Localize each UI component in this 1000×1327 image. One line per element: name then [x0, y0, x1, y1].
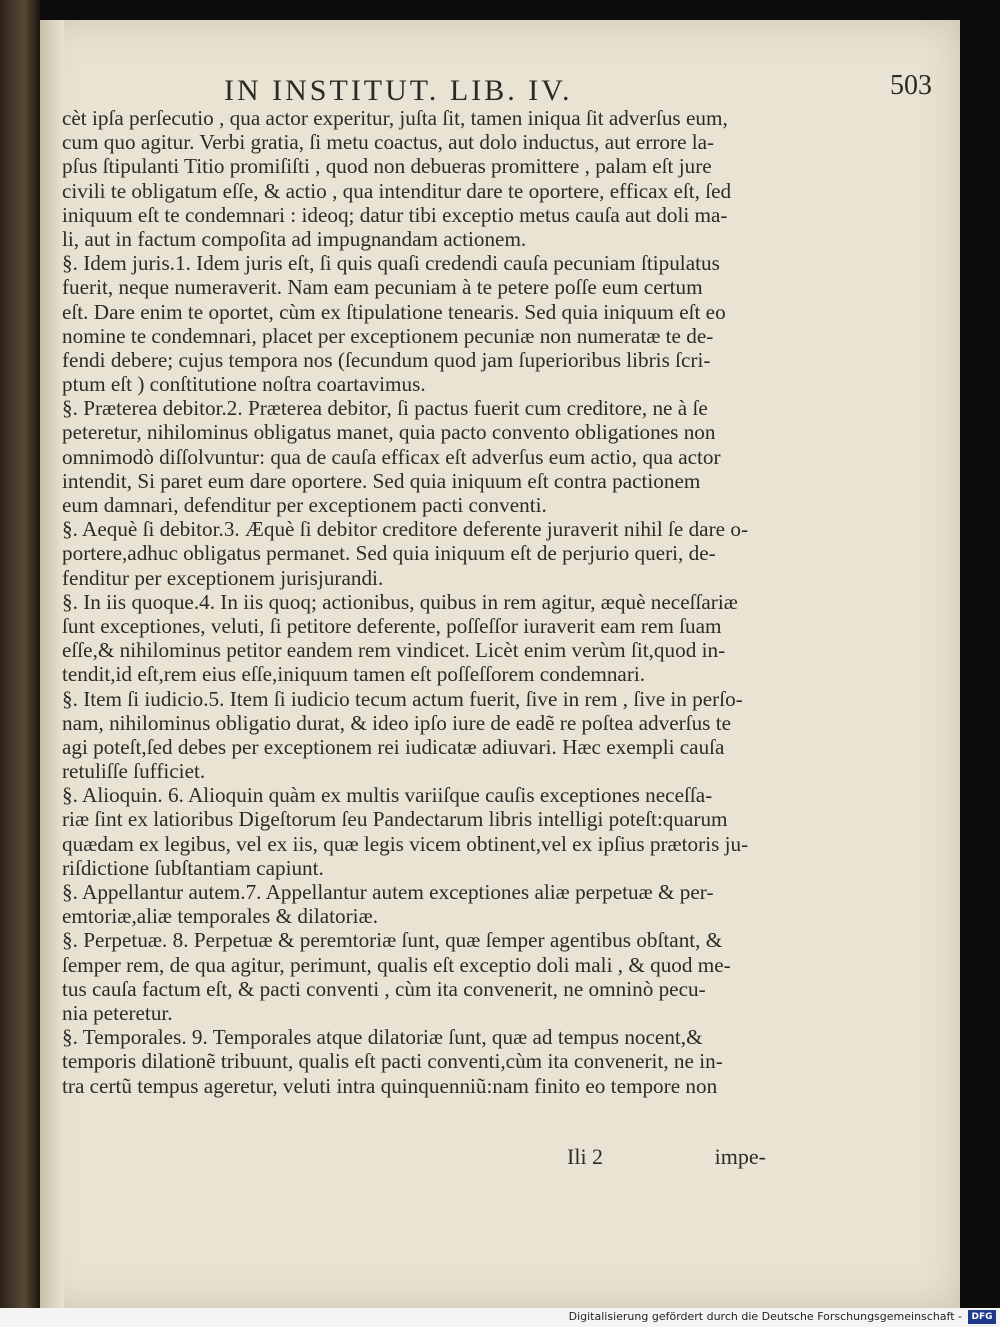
text-line: §. Alioquin. 6. Alioquin quàm ex multis variiſque cauſis exceptiones neceſſa-	[62, 783, 713, 808]
page-gutter-shadow	[40, 20, 64, 1308]
text-line: §. Perpetuæ. 8. Perpetuæ & peremtoriæ ſunt, quæ ſemper agentibus obſtant, &	[62, 928, 723, 953]
text-line: riæ ſint ex latioribus Digeſtorum ſeu Pandectarum libris intelligi poteſt:quarum	[62, 807, 728, 832]
catchword: impe-	[714, 1144, 766, 1169]
text-line: quædam ex legibus, vel ex iis, quæ legis vicem obtinent,vel ex ipſius prætoris ju-	[62, 831, 749, 856]
text-line: §. Item ſi iudicio.5. Item ſi iudicio tecum actum fuerit, ſive in rem , ſive in perſo-	[62, 686, 743, 711]
text-line: §. Aequè ſi debitor.3. Æquè ſi debitor creditore deferente juraverit nihil ſe dare o-	[62, 517, 748, 542]
text-line: nia peteretur.	[62, 1000, 173, 1025]
running-title: IN INSTITUT. LIB. IV.	[224, 74, 573, 107]
text-line: omnimodò diſſolvuntur: qua de cauſa efficax eſt adverſus eum actio, qua actor	[62, 444, 721, 469]
text-line: tus cauſa factum eſt, & pacti conventi , cùm ita convenerit, ne omninò pecu-	[62, 976, 706, 1001]
text-line: cèt ipſa perſecutio , qua actor experitur, juſta ſit, tamen iniqua ſit adverſus eum,	[62, 106, 728, 130]
text-line: iniquum eſt te condemnari : ideoq; datur tibi exceptio metus cauſa aut doli ma-	[62, 202, 728, 227]
text-line: tendit,id eſt,rem eius eſſe,iniquum tamen eſt poſſeſſorem condemnari.	[62, 662, 646, 687]
text-line: emtoriæ,aliæ temporales & dilatoriæ.	[62, 904, 378, 929]
text-line: eum damnari, defenditur per exceptionem pacti conventi.	[62, 493, 547, 517]
text-line: riſdictione ſubſtantiam capiunt.	[62, 855, 324, 880]
text-line: §. Appellantur autem.7. Appellantur autem exceptiones aliæ perpetuæ & per-	[62, 880, 714, 904]
dfg-logo: DFG	[968, 1310, 996, 1324]
banner-text: Digitalisierung gefördert durch die Deutsche Forschungsgemeinschaft -	[568, 1310, 962, 1323]
text-line: ſunt exceptiones, veluti, ſi petitore deferente, poſſeſſor iuraverit eam rem ſuam	[62, 613, 722, 638]
page-footer	[62, 1140, 766, 1170]
text-line: nomine te condemnari, placet per exceptionem pecuniæ non numeratæ te de-	[62, 323, 714, 348]
text-line: peteretur, nihilominus obligatus manet, quia pacto convento obligationes non	[62, 420, 716, 445]
text-line: intendit, Si paret eum dare oportere. Sed quia iniquum eſt contra pactionem	[62, 468, 701, 493]
text-line: civili te obligatum eſſe, & actio , qua intenditur dare te oportere, efficax eſt, ſed	[62, 178, 732, 203]
text-line: §. In iis quoque.4. In iis quoq; actionibus, quibus in rem agitur, æquè neceſſariæ	[62, 589, 738, 614]
text-line: li, aut in factum compoſita ad impugnandam actionem.	[62, 226, 527, 251]
text-line: §. Præterea debitor.2. Præterea debitor, ſi pactus fuerit cum creditore, ne à ſe	[62, 396, 708, 421]
text-line: temporis dilationẽ tribuunt, qualis eſt pacti conventi,cùm ita convenerit, ne in-	[62, 1049, 723, 1074]
text-line: §. Temporales. 9. Temporales atque dilatoriæ ſunt, quæ ad tempus nocent,&	[62, 1025, 703, 1050]
text-line: ptum eſt ) conſtitutione noſtra coartavimus.	[62, 372, 426, 397]
text-line: pſus ſtipulanti Titio promiſiſti , quod non debueras promittere , palam eſt jure	[62, 154, 712, 179]
text-line: agi poteſt,ſed debes per exceptionem rei iudicatæ adiuvari. Hæc exempli cauſa	[62, 734, 725, 759]
page-number: 503	[890, 70, 932, 101]
digitization-banner	[0, 1308, 1000, 1327]
text-line: portere,adhuc obligatus permanet. Sed quia iniquum eſt de perjurio queri, de-	[62, 541, 716, 566]
text-line: tra certũ tempus ageretur, veluti intra quinquenniũ:nam finito eo tempore non	[62, 1073, 718, 1098]
text-line: eſſe,& nihilominus petitor eandem rem vindicet. Licèt enim verùm ſit,quod in-	[62, 638, 726, 663]
text-line: ſemper rem, de qua agitur, perimunt, qualis eſt exceptio doli mali , & quod me-	[62, 952, 731, 977]
signature-mark: Ili 2	[567, 1144, 604, 1169]
text-line: eſt. Dare enim te oportet, cùm ex ſtipulatione tenearis. Sed quia iniquum eſt eo	[62, 299, 726, 324]
text-line: fuerit, neque numeraverit. Nam eam pecuniam à te petere poſſe eum certum	[62, 275, 703, 300]
text-line: fendi debere; cujus tempora nos (ſecundum quod jam ſuperioribus libris ſcri-	[62, 347, 711, 372]
text-line: nam, nihilominus obligatio durat, & ideo ipſo iure de eadẽ re poſtea adverſus te	[62, 710, 731, 735]
page-header	[62, 66, 932, 106]
text-line: cum quo agitur. Verbi gratia, ſi metu coactus, aut dolo inductus, aut errore la-	[62, 130, 715, 155]
text-line: fenditur per exceptionem jurisjurandi.	[62, 565, 384, 590]
body-text	[62, 106, 766, 1098]
text-line: §. Idem juris.1. Idem juris eſt, ſi quis quaſi credendi cauſa pecuniam ſtipulatus	[62, 251, 720, 276]
text-line: retuliſſe ſufficiet.	[62, 759, 206, 784]
book-spine-edge	[0, 0, 40, 1308]
